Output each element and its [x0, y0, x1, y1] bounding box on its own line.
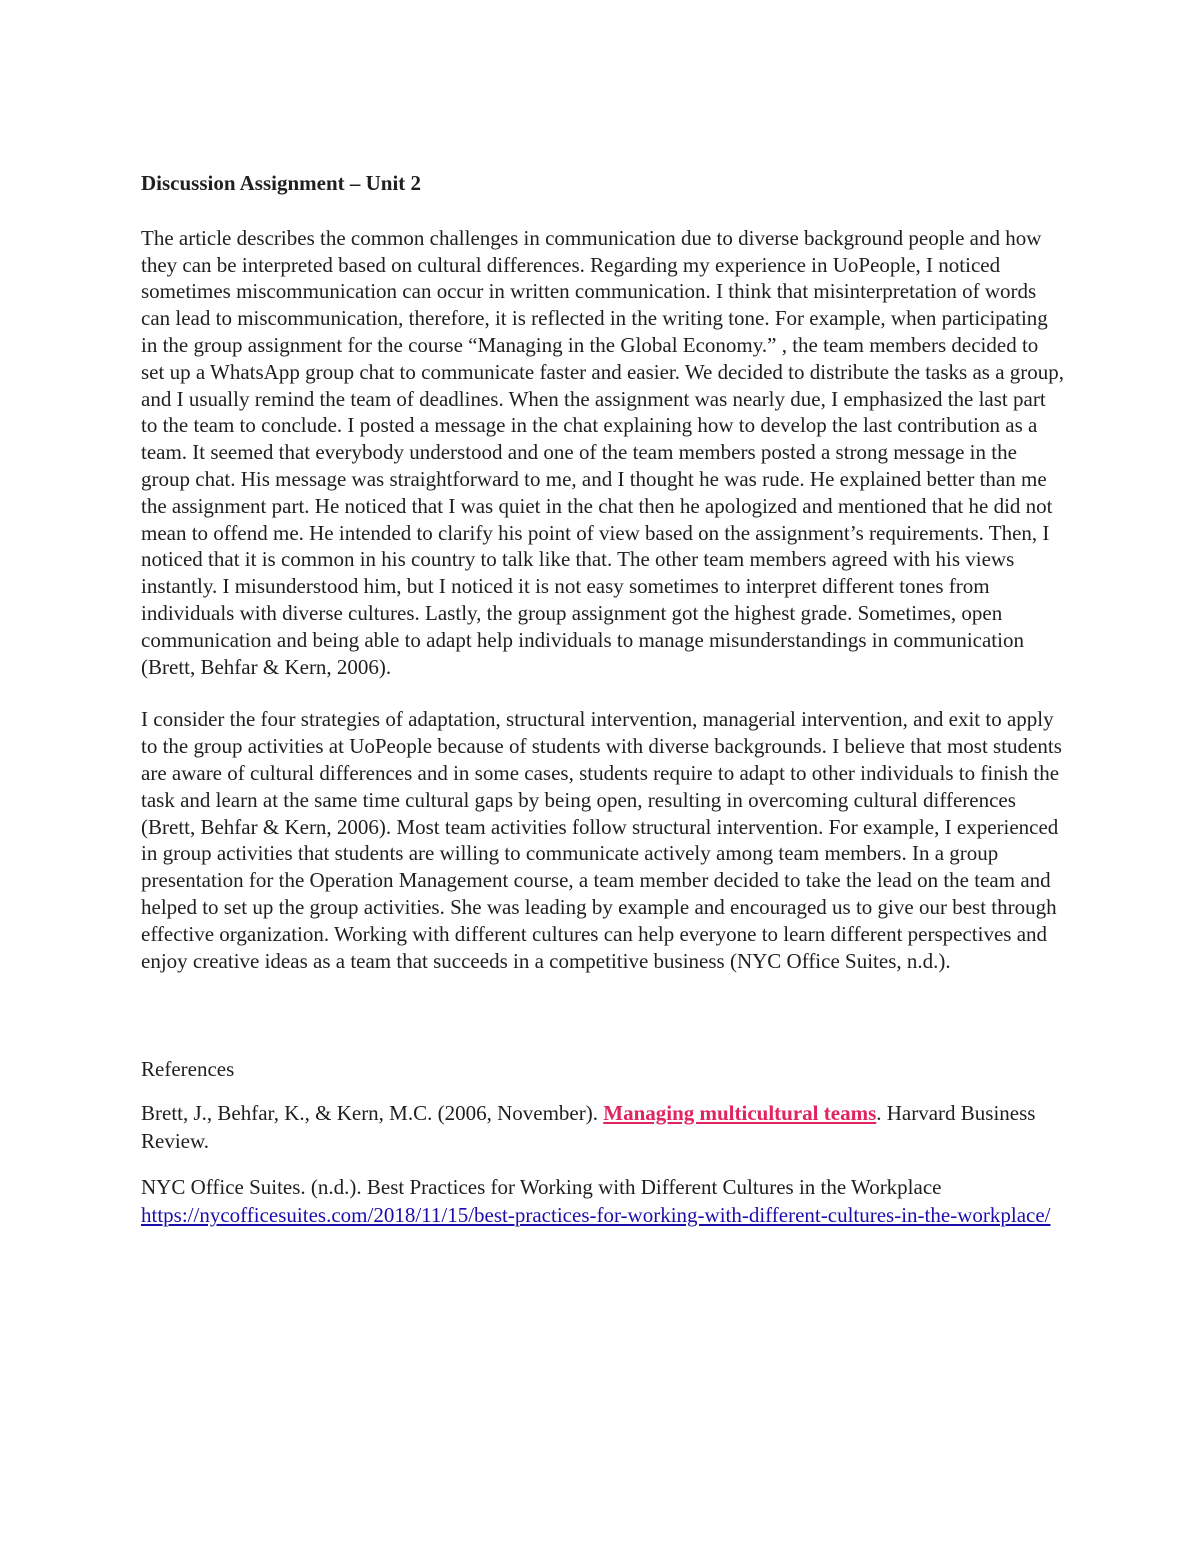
body-paragraph-2: I consider the four strategies of adaptation, structural intervention, managerial intervention, and exit to apply to the group activities at UoPeople because of students with diverse backgrounds. I believe that most students are aware of cultural differences and in some cases, students require to adapt to other individuals to finish the task and learn at the same time cultural gaps by being open, resulting in overcoming cultural differences (Brett, Behfar & Kern, 2006). Most team activities follow structural intervention. For example, I experienced in group activities that students are willing to communicate actively among team members. In a group presentation for the Operation Management course, a team member decided to take the lead on the team and helped to set up the group activities. She was leading by example and encouraged us to give our best through effective organization. Working with different cultures can help everyone to learn different perspectives and enjoy creative ideas as a team that succeeds in a competitive business (NYC Office Suites, n.d.).: [141, 707, 1062, 973]
reference-brett-suffix: . Harvard Business Review.: [141, 1101, 1036, 1154]
reference-brett: [141, 1099, 1066, 1155]
document-page: [141, 160, 1066, 1247]
reference-nyc-text: NYC Office Suites. (n.d.). Best Practices for Working with Different Cultures in the Workplace: [141, 1175, 942, 1200]
reference-brett-prefix: Brett, J., Behfar, K., & Kern, M.C. (2006, November).: [141, 1101, 604, 1126]
reference-nyc: [141, 1173, 1066, 1229]
managing-multicultural-teams-link[interactable]: Managing multicultural teams: [603, 1101, 877, 1126]
body-paragraph-1: The article describes the common challenges in communication due to diverse background people and how they can be interpreted based on cultural differences. Regarding my experience in UoPeople, I noticed sometimes miscommunication can occur in written communication. I think that misinterpretation of words can lead to miscommunication, therefore, it is reflected in the writing tone. For example, when participating in the group assignment for the course “Managing in the Global Economy.” , the team members decided to set up a WhatsApp group chat to communicate faster and easier. We decided to distribute the tasks as a group, and I usually remind the team of deadlines. When the assignment was nearly due, I emphasized the last part to the team to conclude. I posted a message in the chat explaining how to develop the last contribution as a team. It seemed that everybody understood and one of the team members posted a strong message in the group chat. His message was straightforward to me, and I thought he was rude. He explained better than me the assignment part. He noticed that I was quiet in the chat then he apologized and mentioned that he did not mean to offend me. He intended to clarify his point of view based on the assignment’s requirements. Then, I noticed that it is common in his country to talk like that. The other team members agreed with his views instantly. I misunderstood him, but I noticed it is not easy sometimes to interpret different tones from individuals with diverse cultures. Lastly, the group assignment got the highest grade. Sometimes, open communication and being able to adapt help individuals to manage misunderstandings in communication (Brett, Behfar & Kern, 2006).: [141, 225, 1065, 679]
document-title: Discussion Assignment – Unit 2: [141, 171, 422, 195]
references-heading: References: [141, 1057, 235, 1082]
reference-nyc-url-link[interactable]: https://nycofficesuites.com/2018/11/15/best-practices-for-working-with-different-cultures-in-the-workplace/: [141, 1203, 1051, 1228]
